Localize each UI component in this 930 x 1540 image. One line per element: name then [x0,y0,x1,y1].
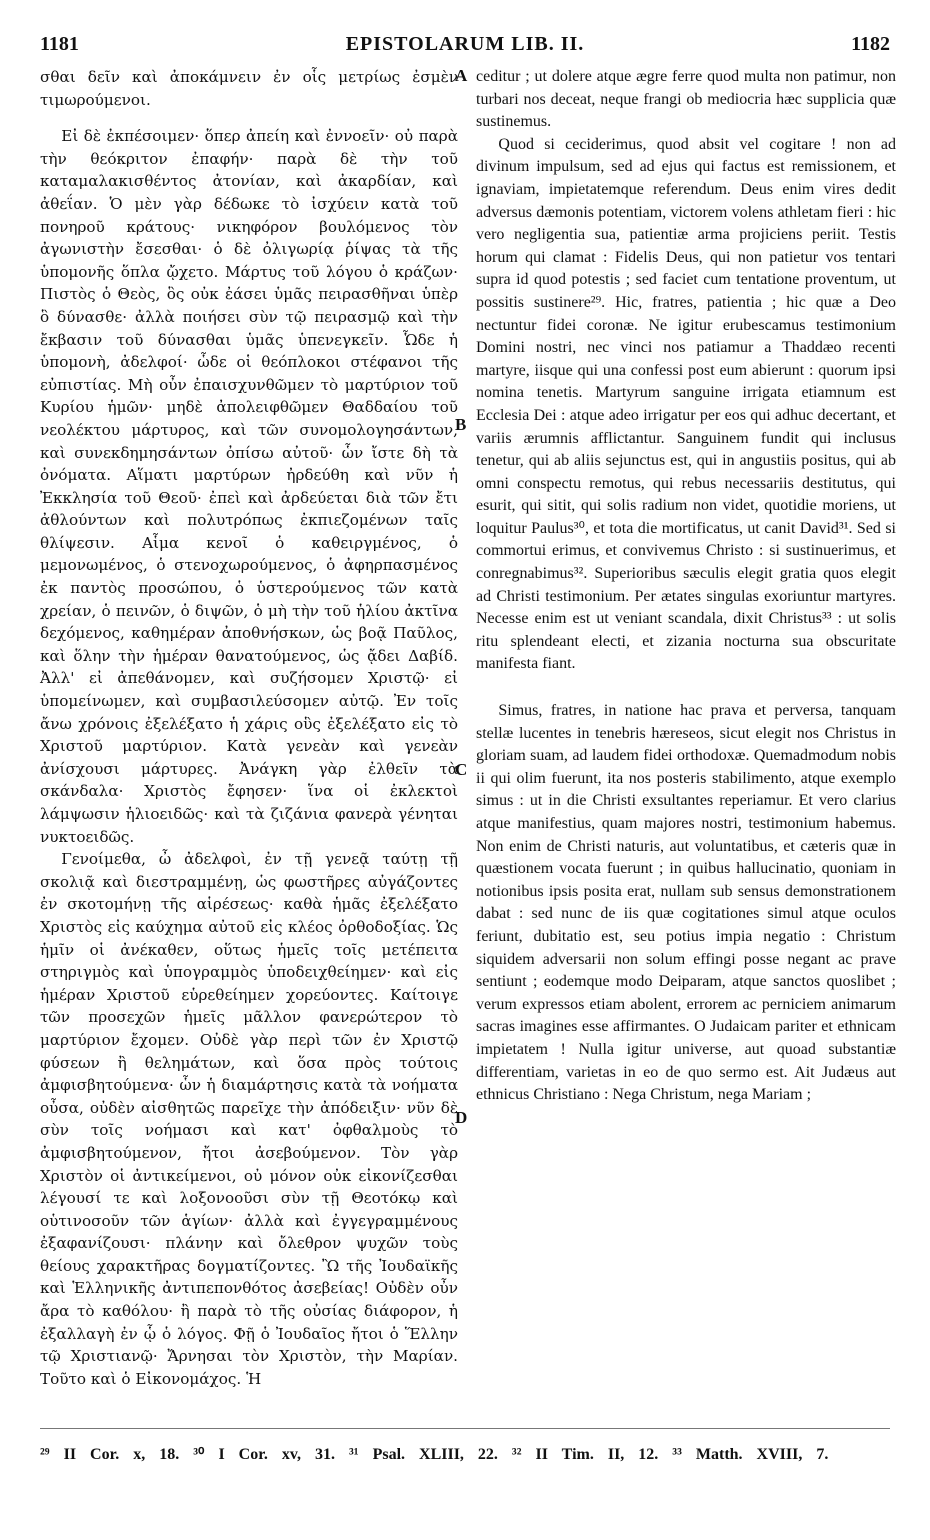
margin-letter: A [455,66,468,85]
greek-paragraph: σθαι δεῖν καὶ ἀποκάμνειν ἐν οἷς μετρίως ἐσμὲν τιμωρούμενοι. [40,68,458,109]
greek-paragraph: Γενοίμεθα, ὦ ἀδελφοὶ, ἐν τῇ γενεᾷ ταύτῃ τῇ σκολιᾷ καὶ διεστραμμένῃ, ὡς φωστῆρες αὐγάζοντες ἐν σκοτομήνῃ τῆς αἱρέσεως· καθὰ ἡμᾶς ἐξελέξατο Χριστὸς εἰς καύχημα αὐτοῦ εἰς κλέος ὀρθοδοξίας. Ὡς ἡμῖν οἱ ἀνέκαθεν, οὕτως ἡμεῖς τοῖς μετέπειτα στηριγμὸς καὶ ὑπογραμμὸς ὑποδειχθείημεν· καὶ εἰς ἡμέραν Χριστοῦ εὑρεθείημεν χορεύοντες. Καίτοιγε τῶν προσεχῶν ἡμεῖς μᾶλλον φανερώτερον τὸ μαρτύριον ἔχομεν. Οὐδὲ γὰρ περὶ τῶν ἐν Χριστῷ φύσεων ἢ θελημάτων, καὶ ὅσα πρὸς τούτοις ἀμφισβητούμενα· ὧν ἡ διαμάρτησις κατὰ τὰ νοήματα οὖσα, οὐδὲν αἰσθητῶς παρεῖχε τὴν ἀπόδειξιν· νῦν δὲ σὺν τοῖς νοήμασι καὶ κατ' ὀφθαλμοὺς τὸ ἀμφισβητούμενον, ἤτοι ἀσεβούμενον. Τὸν γὰρ Χριστὸν οἱ ἀντικείμενοι, οὐ μόνον οὐκ εἰκονίζεσθαι λέγουσί τε καὶ λοξονοοῦσι σὺν τῇ Θεοτόκῳ καὶ οὑτινοσοῦν τῶν ἁγίων· ἀλλὰ καὶ ἐγγεγραμμένους ἐξαφανίζουσι· πλάνην καὶ ὄλεθρον ψυχῶν τοὺς θείους χαρακτῆρας δογματίζοντες. Ὢ τῆς Ἰουδαϊκῆς καὶ Ἑλληνικῆς ἀντιπεπονθότος ἀσεβείας! Οὐδὲν οὖν ἄρα τὸ καθόλου· ἢ παρὰ τὸ τῆς οὐσίας διάφορον, ἡ ἐξαλλαγὴ ἐν ᾧ ὁ λόγος. Φῇ ὁ Ἰουδαῖος ἤτοι ὁ Ἕλλην τῷ Χριστιανῷ· Ἄρνησαι τὸν Χριστὸν, τὴν Μαρίαν. Τοῦτο καὶ ὁ Εἰκονομάχος. Ἡ [40,850,458,1388]
margin-letter: B [455,415,467,434]
latin-column [476,66,896,1107]
latin-paragraph: Simus, fratres, in natione hac prava et perversa, tanquam stellæ lucentes in tenebris hæreseos, sicut elegit nos Christus in gloriam suam, ad laudem fidei orthodoxæ. Quemadmodum nobis ii qui olim fuerunt, ita nos posteris stabilimento, atque exemplo simus : ut in die Christi exsultantes reperiamur. Et vero clarius atque manifestius, quam majores nostri, testimonium habemus. Non enim de Christi naturis, aut voluntatibus, et cæteris quæ in quæstionem vocata fuerunt ; in quibus hallucinatio, quoniam in notionibus ipsis posita erat, nullam sub sensus demonstrationem dabat : sed nunc de iis quæ cogitationes simul atque oculos feriunt, dubitatio est, seu potius impia negatio : Christum siquidem adversarii non solum effingi posse negant ac prave sentiunt ; eodemque modo Deiparam, atque sanctos quoslibet ; verum expressos etiam abolent, errorem ac perniciem animarum sacras imagines esse affirmantes. O Judaicam pariter et ethnicam impietatem ! Nulla igitur universe, aut quoad substantiæ differentiam, varietas in eo de quo sermo est. Ait Judæus aut ethnicus Christiano : Nega Christum, nega Mariam ; [476,702,896,1104]
margin-letter: D [455,1108,468,1127]
latin-paragraph: ceditur ; ut dolere atque ægre ferre quod multa non patimur, non turbari nos deceat, neque frangi ob mediocria hæc supplicia quæ sustinemus. [476,68,896,131]
page-number-left: 1181 [40,33,79,55]
latin-paragraph: Quod si ceciderimus, quod absit vel cogitare ! non ad divinum impulsum, sed ad ejus qui factus est remissionem, et ignaviam, impietatemque referendum. Deus enim vires dedit adversus dæmonis potentiam, victorem volens athletam fieri : hic vero negligentia sua, patientiæ arma projiciens periit. Testis horum qui clamat : Fidelis Deus, qui non patietur vos tentari supra id quod potestis ; sed faciet cum tentatione proventum, ut possitis sustinere²⁹. Hic, fratres, patientia ; hic quæ a Deo nectuntur fidei coronæ. Ne igitur erubescamus testimonium Domini nostri, nec vinci nos patiamur a Thaddæo recenti martyre, iisque qui una confessi post eum abierunt : quorum ipsi nomina tenetis. Martyrum sanguine irrigata etiamnum est Ecclesia Dei : atque adeo irrigatur per eos qui adhuc decertant, et variis ærumnis afflictantur. Sanguinem fundit qui inclusus tenetur, qui ab aliis sejunctus est, qui in angustiis positus, qui ab omni conspectu remotus, qui rebus necessariis destitutus, qui esurit, qui sitit, qui solis radium non videt, quotidie moriens, ut loquitur Paulus³⁰, et tota die mortificatus, ut canit David³¹. Sed si commortui erimus, et convivemus Christo : si sustinuerimus, et conregnabimus³². Superioribus sæculis elegit gratia quos elegit ad Christi testimonium. Per ætates singulas exoriuntur martyres. Necesse enim est ut veniant scandala, dixit Christus³³ : ut solis ritu splendeant electi, et zizania nocturna sua obscuritate manifesta fiant. [476,135,896,673]
footnotes: ²⁹ II Cor. x, 18. ³⁰ I Cor. xv, 31. ³¹ Psal. XLIII, 22. ³² II Tim. II, 12. ³³ Matth. XVIII, 7. [40,1446,829,1463]
margin-letter: C [455,760,468,779]
page-number-right: 1182 [851,33,890,55]
running-title: EPISTOLARUM LIB. II. [345,33,585,55]
footnote-rule [40,1428,890,1429]
greek-paragraph: Εἰ δὲ ἐκπέσοιμεν· ὅπερ ἀπείη καὶ ἐννοεῖν· οὐ παρὰ τὴν θεόκριτον ἐπαφήν· παρὰ δὲ τὴν τοῦ καταμαλακισθέντος ἀτονίαν, καὶ ἀκαρδίαν, καὶ ἀθεΐαν. Ὁ μὲν γὰρ δέδωκε τὸ ἰσχύειν κατὰ τοῦ πονηροῦ κράτους· νικηφόρον βουλόμενος τὸν ἀγωνιστὴν ἔσεσθαι· ὁ δὲ ὀλιγωρίᾳ ῥίψας τὰ τῆς ὑπομονῆς ὅπλα ᾤχετο. Μάρτυς τοῦ λόγου ὁ κράζων· Πιστὸς ὁ Θεὸς, ὃς οὐκ ἐάσει ὑμᾶς πειρασθῆναι ὑπὲρ ὃ δύνασθε· ἀλλὰ ποιήσει σὺν τῷ πειρασμῷ καὶ τὴν ἔκβασιν τοῦ δύνασθαι ὑμᾶς ὑπενεγκεῖν. Ὧδε ἡ ὑπομονὴ, ἀδελφοί· ὧδε οἱ θεόπλοκοι στέφανοι τῆς εὐπιστίας. Μὴ οὖν ἐπαισχυνθῶμεν τὸ μαρτύριον τοῦ Κυρίου ἡμῶν· μηδὲ ἀπολειφθῶμεν Θαδδαίου τοῦ νεολέκτου μάρτυρος, καὶ τῶν συνομολογησάντων, καὶ συνεκδημησάντων ὀπίσω αὐτοῦ· ὧν ἴστε δὴ τὰ ὀνόματα. Αἵματι μαρτύρων ἠρδεύθη καὶ νῦν ἡ Ἐκκλησία τοῦ Θεοῦ· ἐπεὶ καὶ ἀρδεύεται διὰ τῶν ἔτι ἀθλούντων καὶ πολυτρόπως ἐκπιεζομένων ταῖς θλίψεσιν. Αἷμα κενοῖ ὁ καθειργμένος, ὁ μεμονωμένος, ὁ στενοχωρούμενος, ὁ ἀφηρπασμένος ἐκ παντὸς προσώπου, ὁ ὑστερούμενος τῶν κατὰ χρείαν, ὁ πεινῶν, ὁ διψῶν, ὁ μὴ τὴν τοῦ ἡλίου ἀκτῖνα δεχόμενος, καθημέραν ἀποθνήσκων, ὡς βοᾷ Παῦλος, καὶ ὅλην τὴν ἡμέραν θανατούμενος, ὡς ᾄδει Δαβίδ. Ἀλλ' εἰ ἀπεθάνομεν, καὶ συζήσομεν Χριστῷ· εἰ ὑπομείνωμεν, καὶ συμβασιλεύσομεν αὐτῷ. Ἐν τοῖς ἄνω χρόνοις ἐξελέξατο ἡ χάρις οὓς ἐξελέξατο εἰς τὸ Χριστοῦ μαρτύριον. Κατὰ γενεὰν καὶ γενεὰν ἀνίσχουσι μάρτυρες. Ἀνάγκη γὰρ ἐλθεῖν τὰ σκάνδαλα· Χριστὸς ἔφησεν· ἵνα οἱ ἐκλεκτοὶ λάμψωσιν ἡλιοειδῶς· καὶ τὰ ζιζάνια φανερὰ γένηται νυκτοειδῶς. [40,127,458,846]
running-header [40,33,890,59]
greek-column [40,66,458,1390]
